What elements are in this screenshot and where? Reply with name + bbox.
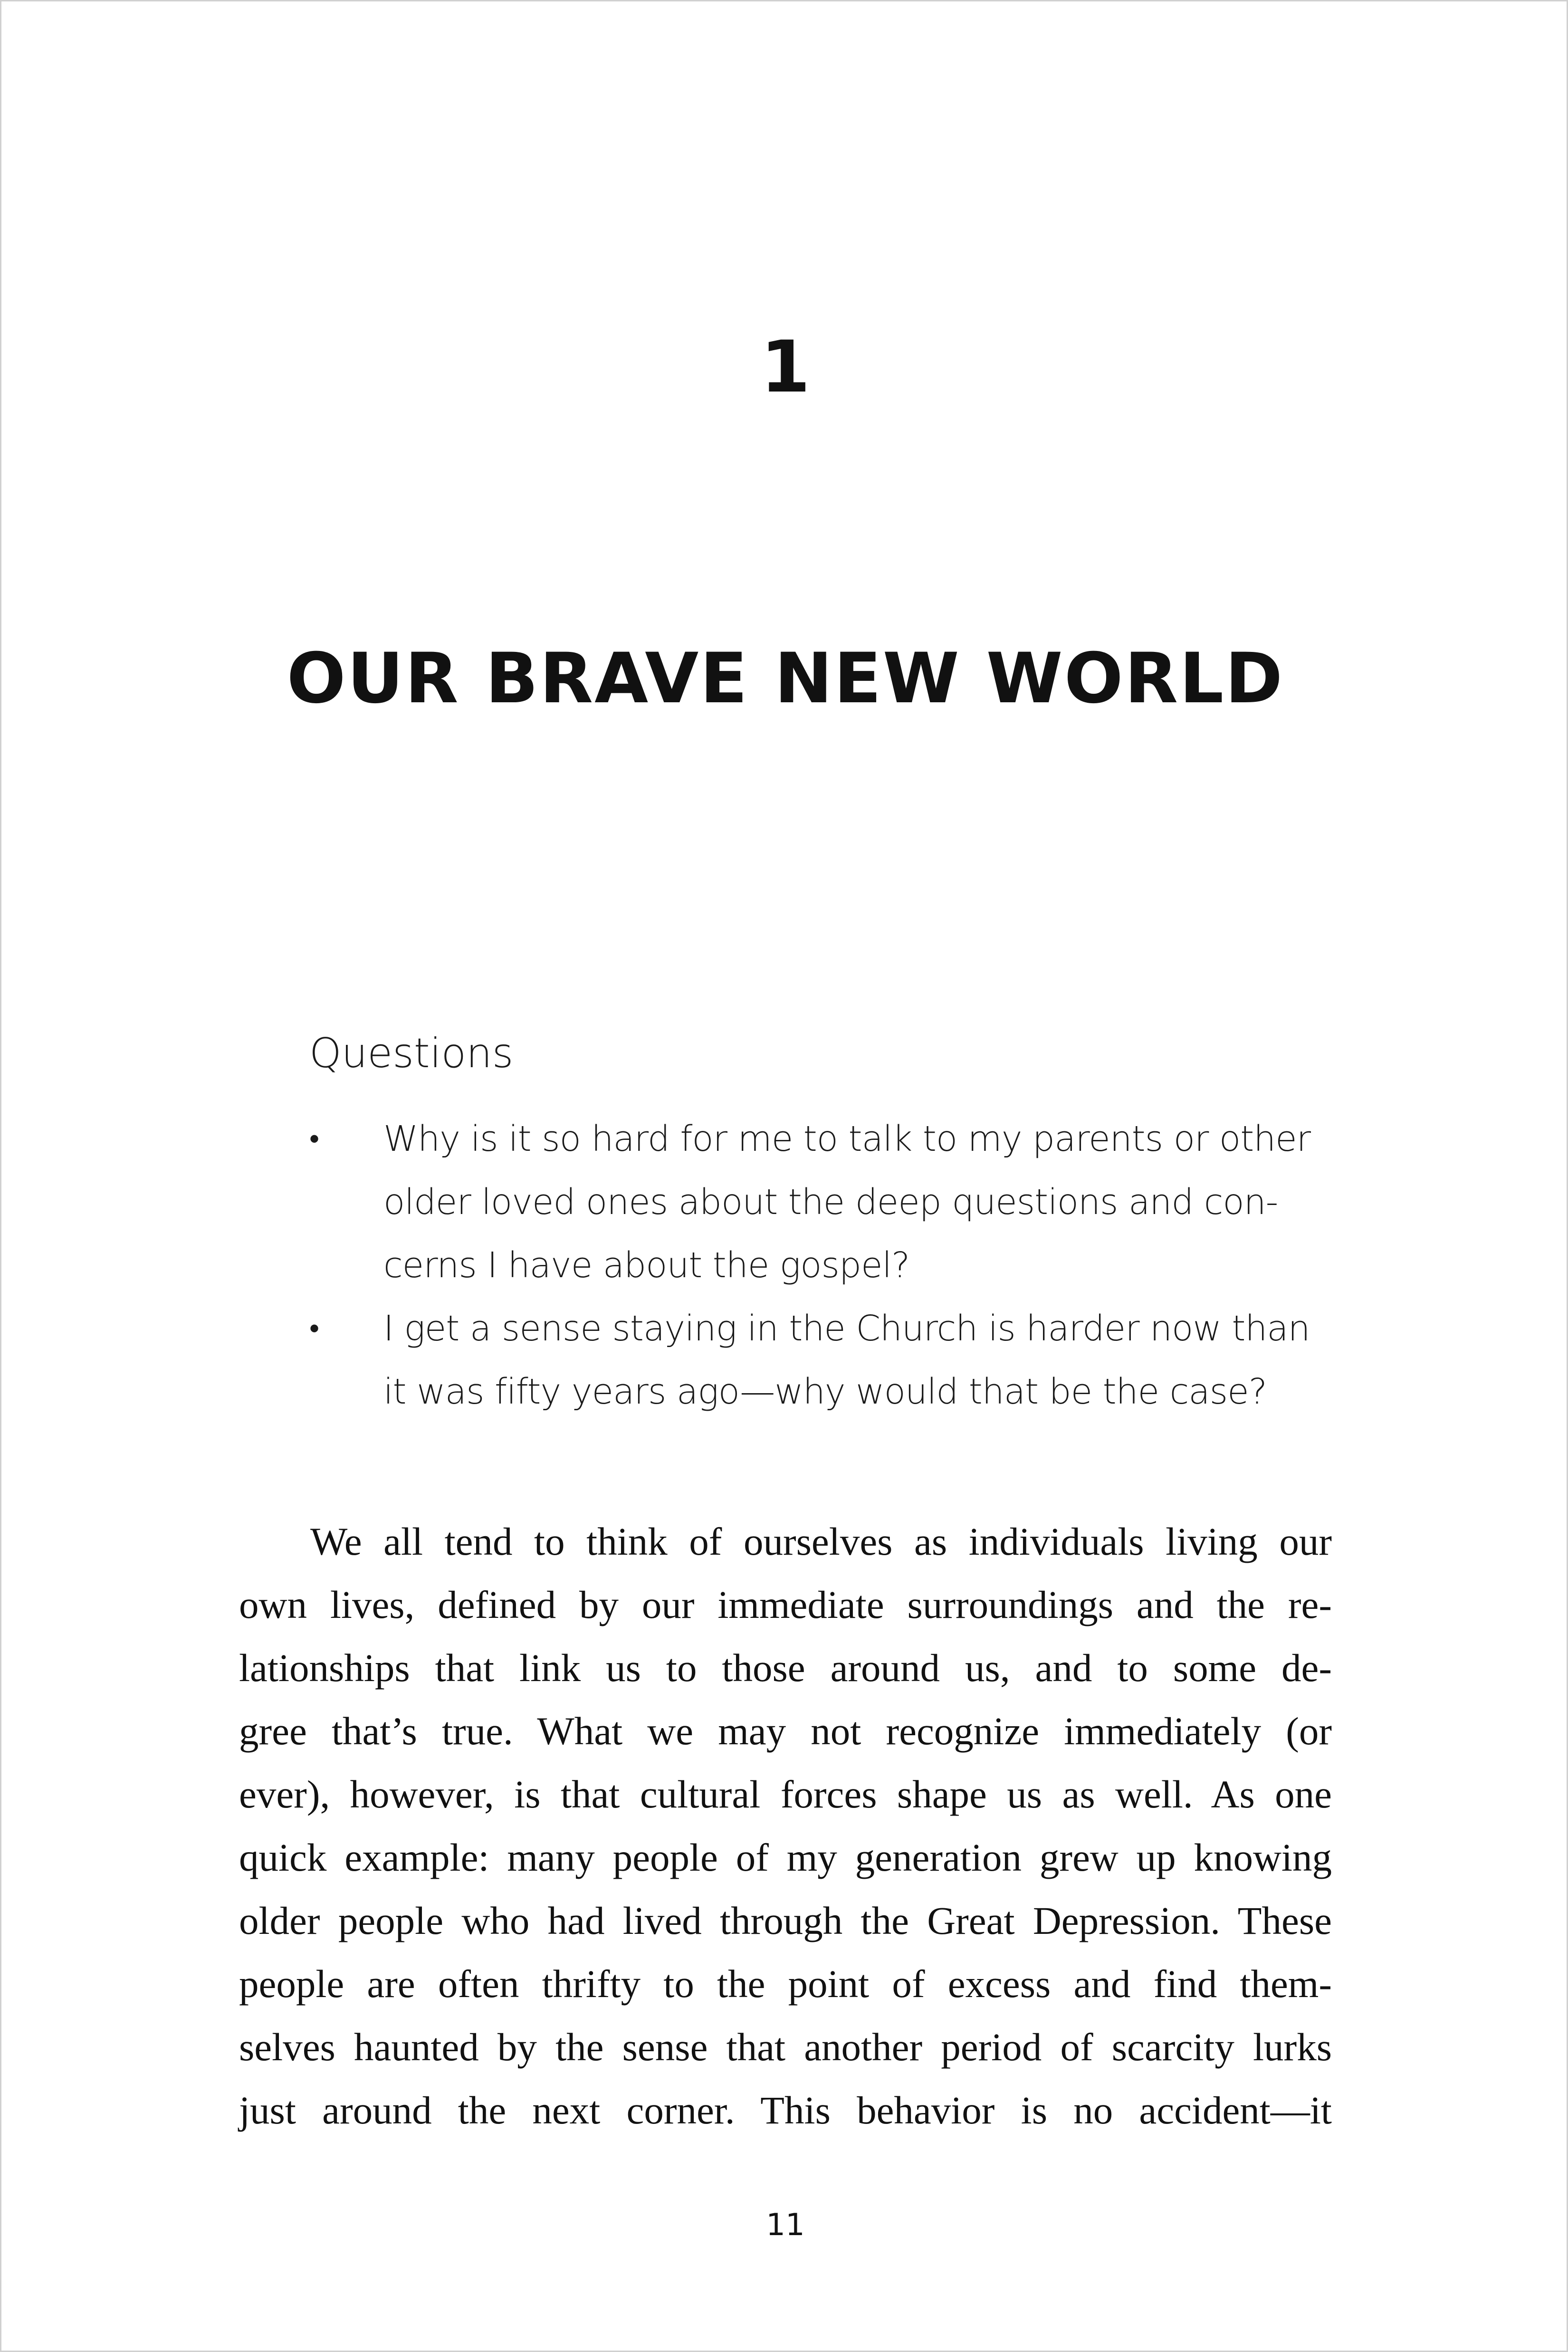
chapter-title: OUR BRAVE NEW WORLD — [287, 638, 1284, 719]
body-line: ever), however, is that cultural forces shape us as well. As one — [239, 1772, 1332, 1816]
body-line: just around the next corner. This behavior is no accident—it — [239, 2088, 1332, 2132]
body-line: quick example: many people of my generation grew up knowing — [239, 1836, 1332, 1879]
chapter-number: 1 — [760, 326, 811, 409]
body-line: gree that’s true. What we may not recognize immediately (or — [239, 1709, 1332, 1753]
question-line: I get a sense staying in the Church is harder now than — [383, 1308, 1310, 1349]
questions-heading: Questions — [309, 1030, 514, 1077]
question-line: Why is it so hard for me to talk to my parents or other — [383, 1119, 1311, 1159]
body-line: people are often thrifty to the point of excess and find them- — [239, 1962, 1332, 2006]
question-list — [309, 1108, 1326, 1424]
body-line: lationships that link us to those around us, and to some de- — [239, 1646, 1332, 1690]
bullet-icon: • — [309, 1122, 319, 1156]
body-line: We all tend to think of ourselves as individuals living our — [310, 1520, 1332, 1563]
questions-section — [309, 1028, 1326, 1424]
page-number: 11 — [766, 2208, 805, 2243]
question-line: older loved ones about the deep questions and con- — [383, 1182, 1278, 1223]
body-line: own lives, defined by our immediate surroundings and the re- — [239, 1583, 1332, 1626]
question-line: it was fifty years ago—why would that be the case? — [383, 1371, 1267, 1412]
body-line: older people who had lived through the Great Depression. These — [239, 1899, 1332, 1942]
bullet-icon: • — [309, 1312, 319, 1345]
body-line: selves haunted by the sense that another period of scarcity lurks — [239, 2025, 1332, 2069]
question-item — [309, 1108, 1326, 1297]
question-item — [309, 1297, 1326, 1424]
question-line: cerns I have about the gospel? — [383, 1245, 910, 1286]
body-paragraph — [239, 1510, 1332, 2142]
